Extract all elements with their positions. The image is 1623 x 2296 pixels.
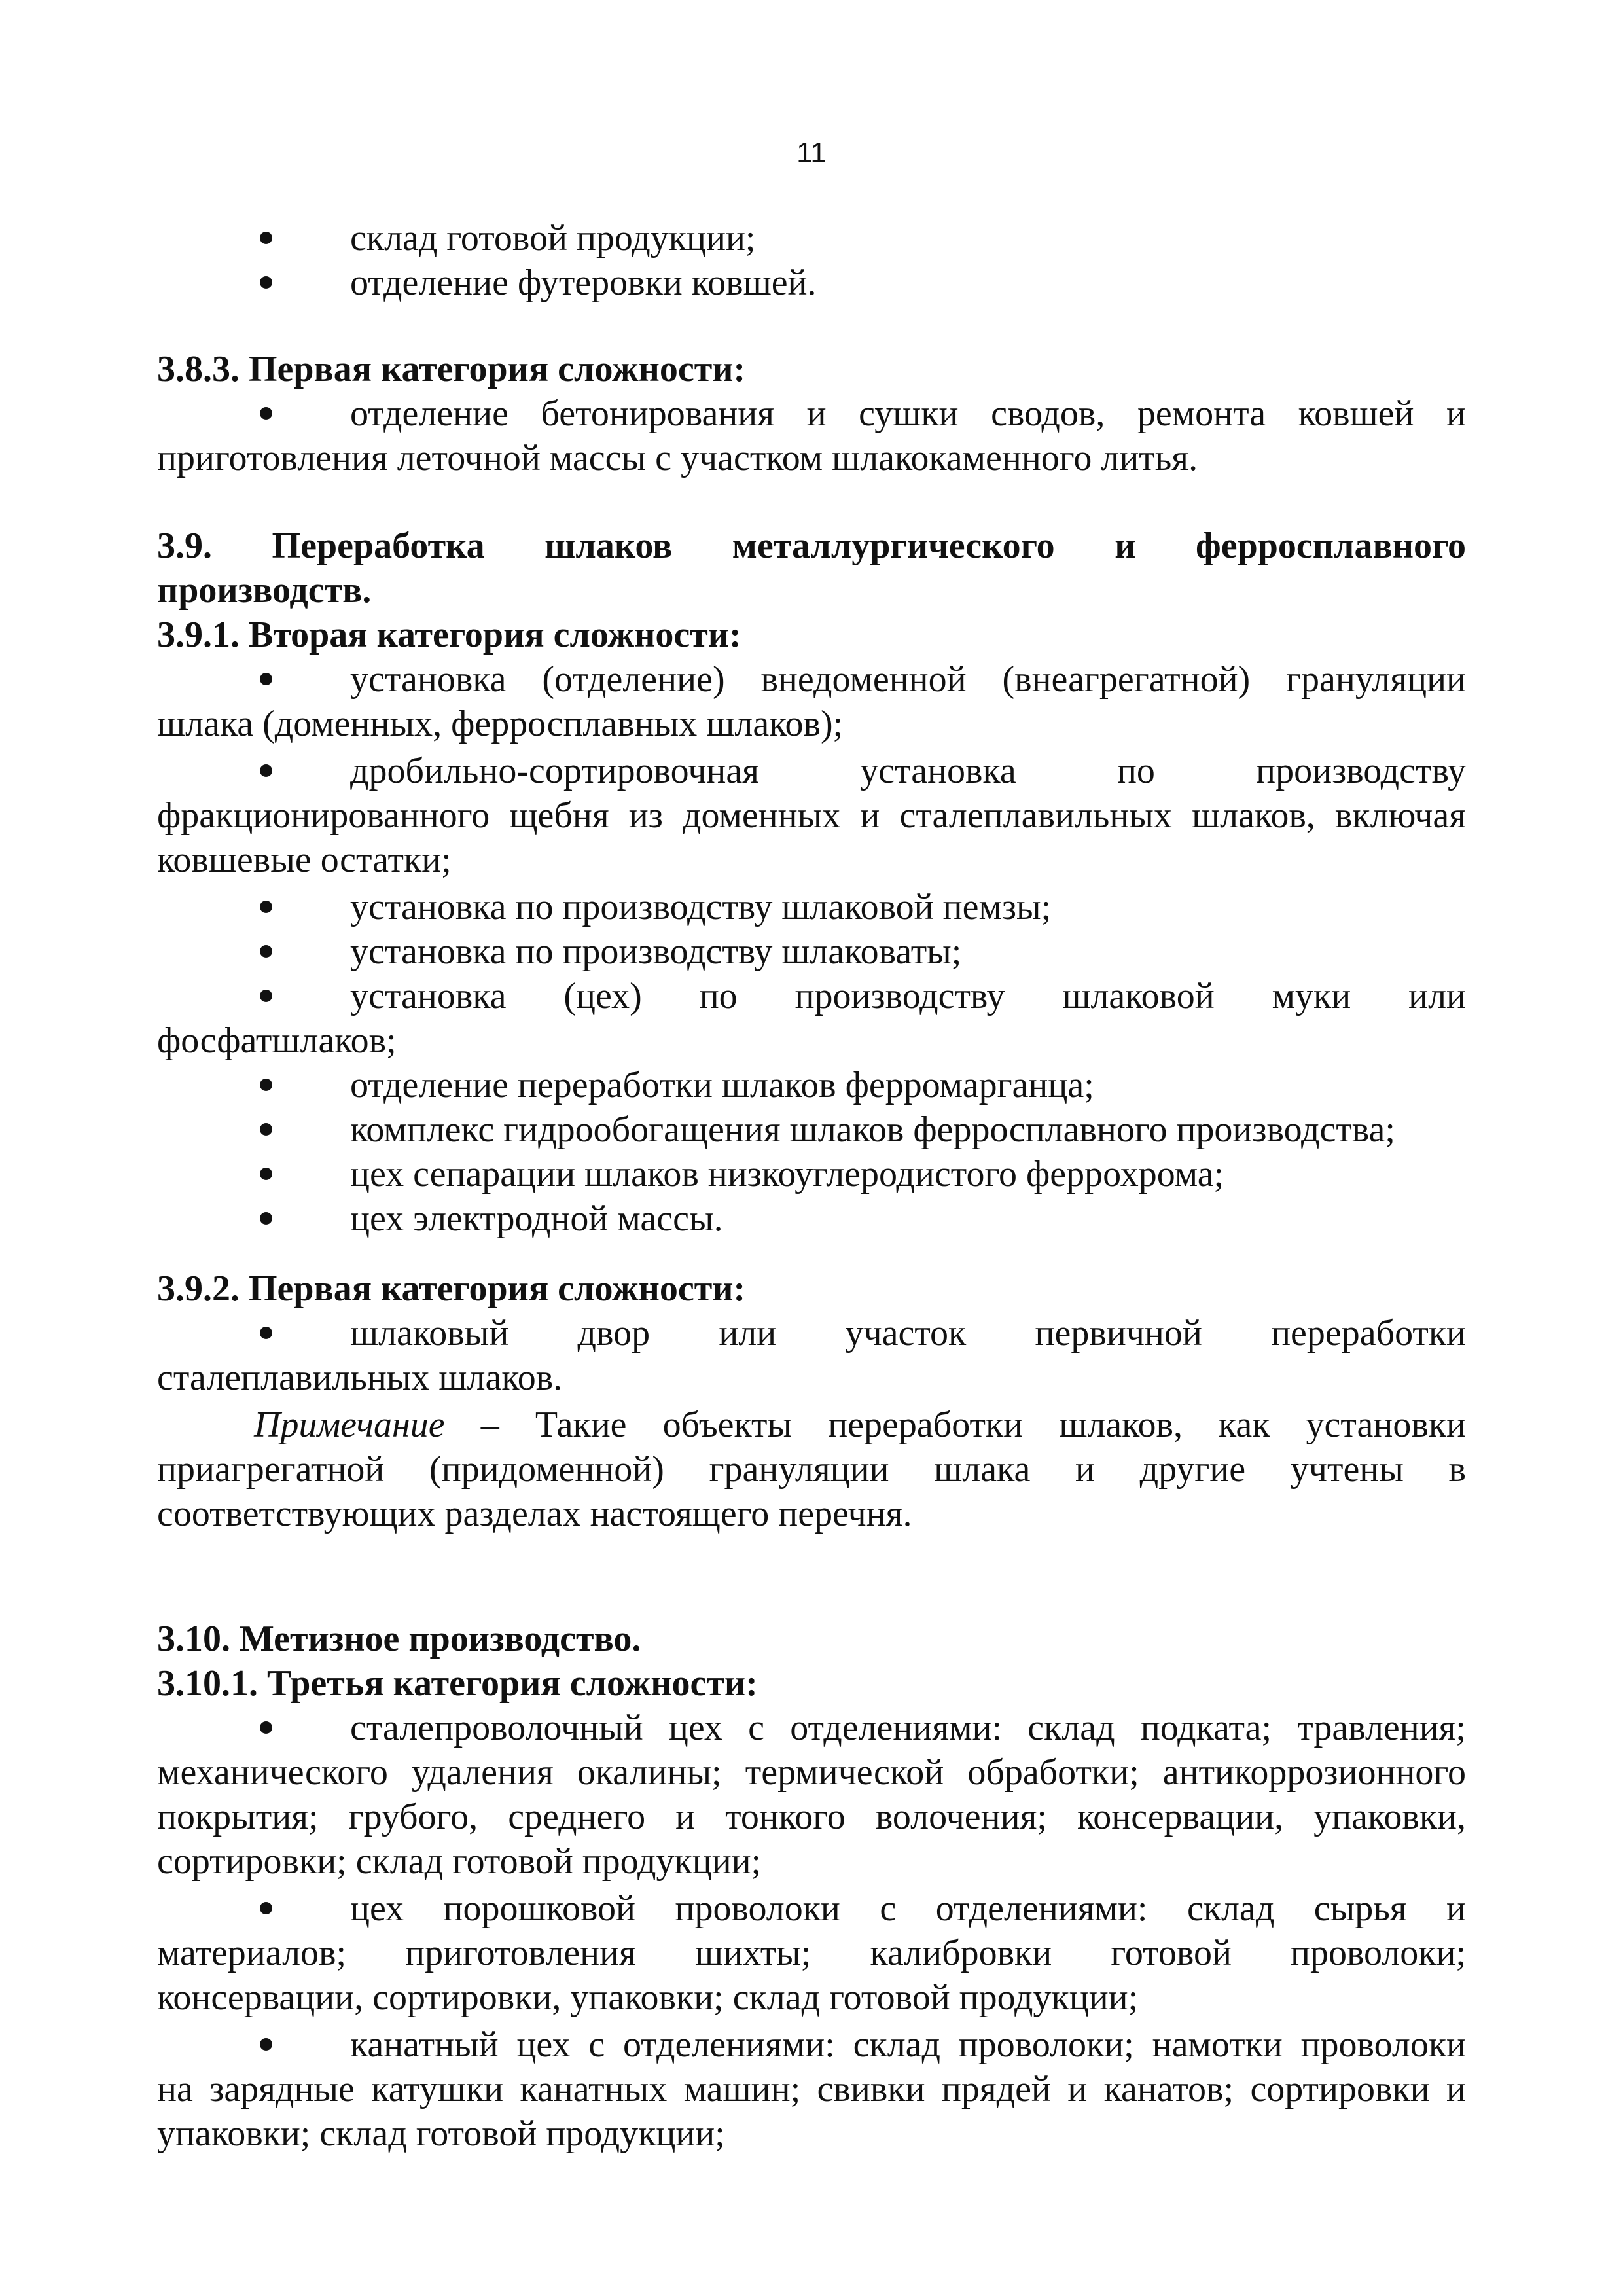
note-label: Примечание xyxy=(254,1405,445,1445)
bullet-icon xyxy=(260,1079,272,1091)
list-item-continuation: покрытия; грубого, среднего и тонкого волочения; консервации, упаковки, xyxy=(157,1797,1466,1837)
list-item-continuation: механического удаления окалины; термической обработки; антикоррозионного xyxy=(157,1752,1466,1793)
section-heading: 3.9. Переработка шлаков металлургического и ферросплавного xyxy=(157,526,1466,566)
note-continuation: соответствующих разделах настоящего перечня. xyxy=(157,1494,912,1534)
bullet-icon xyxy=(260,1902,272,1914)
section-3-10-1 xyxy=(157,1661,1466,2156)
section-3-10 xyxy=(157,1617,1466,1661)
bullet-icon xyxy=(260,1212,272,1225)
list-item: установка (цех) по производству шлаковой муки или xyxy=(157,974,1466,1018)
list-item: установка по производству шлаковаты; xyxy=(157,929,1466,974)
section-heading: 3.10. Метизное производство. xyxy=(157,1619,641,1659)
list-item: дробильно-сортировочная установка по производству xyxy=(157,749,1466,793)
bullet-icon xyxy=(260,2038,272,2051)
bullet-icon xyxy=(260,990,272,1002)
section-3-8-3 xyxy=(157,347,1466,480)
list-item-continuation: сталеплавильных шлаков. xyxy=(157,1357,563,1398)
list-item: отделение футеровки ковшей. xyxy=(157,260,1466,305)
list-item: сталепроволочный цех с отделениями: склад подката; травления; xyxy=(157,1706,1466,1750)
list-item-continuation: ковшевые остатки; xyxy=(157,840,452,880)
list-item-continuation: фосфатшлаков; xyxy=(157,1020,397,1061)
bullet-icon xyxy=(260,232,272,244)
bullet-icon xyxy=(260,407,272,420)
list-item: шлаковый двор или участок первичной переработки xyxy=(157,1311,1466,1355)
section-heading: 3.10.1. Третья категория сложности: xyxy=(157,1663,758,1704)
list-item-continuation: фракционированного щебня из доменных и сталеплавильных шлаков, включая xyxy=(157,795,1466,836)
list-item-continuation: сортировки; склад готовой продукции; xyxy=(157,1841,762,1882)
list-item-continuation: материалов; приготовления шихты; калибровки готовой проволоки; xyxy=(157,1933,1466,1973)
section-heading: 3.9.2. Первая категория сложности: xyxy=(157,1268,746,1309)
note-paragraph: Примечание – Такие объекты переработки шлаков, как установки xyxy=(254,1405,1466,1445)
list-item-continuation: упаковки; склад готовой продукции; xyxy=(157,2113,725,2154)
list-item: отделение бетонирования и сушки сводов, ремонта ковшей и xyxy=(157,391,1466,436)
top-list xyxy=(157,216,1466,305)
section-3-9-2 xyxy=(157,1266,1466,1536)
bullet-icon xyxy=(260,1721,272,1734)
bullet-icon xyxy=(260,901,272,913)
list-item-continuation: приготовления леточной массы с участком шлакокаменного литья. xyxy=(157,438,1198,478)
bullet-icon xyxy=(260,945,272,958)
list-item: канатный цех с отделениями: склад проволоки; намотки проволоки xyxy=(157,2022,1466,2067)
bullet-icon xyxy=(260,764,272,777)
list-item: установка (отделение) внедоменной (внеагрегатной) грануляции xyxy=(157,657,1466,702)
section-3-9-1 xyxy=(157,613,1466,1241)
list-item: установка по производству шлаковой пемзы; xyxy=(157,885,1466,929)
bullet-icon xyxy=(260,276,272,289)
list-item: склад готовой продукции; xyxy=(157,216,1466,260)
section-heading: 3.8.3. Первая категория сложности: xyxy=(157,349,746,389)
list-item-continuation: на зарядные катушки канатных машин; свивки прядей и канатов; сортировки и xyxy=(157,2069,1466,2109)
list-item: цех сепарации шлаков низкоуглеродистого феррохрома; xyxy=(157,1152,1466,1196)
bullet-icon xyxy=(260,1123,272,1136)
page-number: 11 xyxy=(796,137,827,169)
section-heading-continuation: производств. xyxy=(157,570,372,611)
list-item: комплекс гидрообогащения шлаков ферросплавного производства; xyxy=(157,1107,1466,1152)
section-3-9 xyxy=(157,524,1466,613)
bullet-icon xyxy=(260,1168,272,1180)
note-continuation: приагрегатной (придоменной) грануляции шлака и другие учтены в xyxy=(157,1449,1466,1490)
section-heading: 3.9.1. Вторая категория сложности: xyxy=(157,615,741,655)
list-item-continuation: консервации, сортировки, упаковки; склад готовой продукции; xyxy=(157,1977,1139,2018)
list-item: цех электродной массы. xyxy=(157,1196,1466,1241)
list-item: цех порошковой проволоки с отделениями: склад сырья и xyxy=(157,1886,1466,1931)
bullet-icon xyxy=(260,673,272,685)
bullet-icon xyxy=(260,1327,272,1339)
list-item-continuation: шлака (доменных, ферросплавных шлаков); xyxy=(157,704,844,744)
list-item: отделение переработки шлаков ферромарганца; xyxy=(157,1063,1466,1107)
